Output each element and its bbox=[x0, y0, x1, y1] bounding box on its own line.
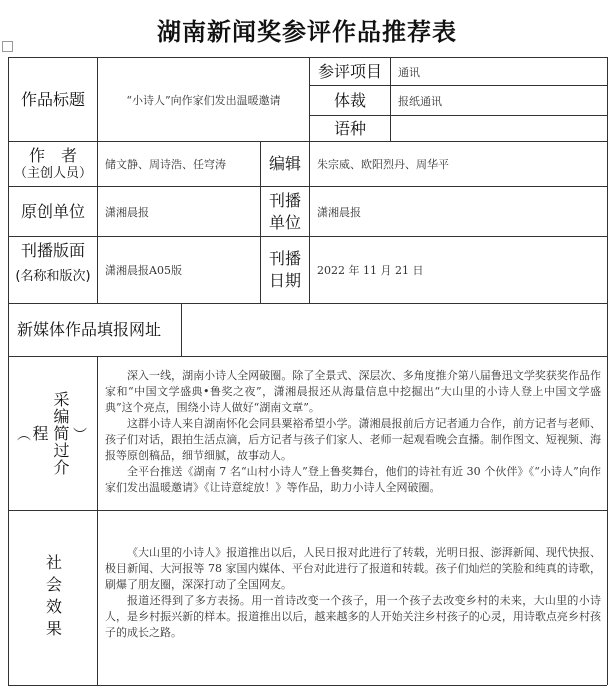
intro-paragraph-1: 深入一线，湖南小诗人全网破圈。除了全景式、深层次、多角度推介第八届鲁迅文学奖获奖作品作家和“中国文学盛典•鲁奖之夜”，潇湘晨报还从海量信息中挖掘出“大山里的小诗人登上中国文学盛典”这个亮点，围绕小诗人做好“湖南文章”。 bbox=[105, 369, 601, 414]
editors-value[interactable]: 朱宗威、欧阳烈丹、周华平 bbox=[317, 158, 449, 171]
origin-unit-value[interactable]: 潇湘晨报 bbox=[105, 205, 149, 219]
new-media-url-label: 新媒体作品填报网址 bbox=[17, 320, 162, 339]
editor-label: 编辑 bbox=[268, 154, 301, 173]
effect-label bbox=[9, 511, 97, 685]
origin-unit-label: 原创单位 bbox=[20, 201, 85, 221]
publish-page-value[interactable]: 潇湘晨报A05版 bbox=[105, 264, 182, 277]
publish-page-label-line1: 刊播版面 bbox=[20, 241, 85, 260]
language-value[interactable] bbox=[398, 116, 603, 141]
publish-page-label-line2: (名称和版次) bbox=[15, 269, 91, 284]
intro-paragraph-2: 这群小诗人来自湖南怀化会同县粟裕希望小学。潇湘晨报前后方记者通力合作，前方记者与老师、孩子们对话，跟拍生活点滴，后方记者与孩子们家人、老师一起观看晚会直播。制作图文、短视频、海报等原创稿品，细节细腻，故事动人。 bbox=[105, 417, 601, 462]
table-border-bottom bbox=[8, 685, 607, 686]
col-divider bbox=[390, 57, 391, 141]
col-divider bbox=[97, 57, 98, 303]
table-border-right bbox=[607, 57, 608, 685]
intro-paren-close: ︶ bbox=[71, 426, 87, 441]
intro-paragraph-3: 全平台推送《湖南 7 名“山村小诗人”登上鲁奖舞台，他们的诗社有近 30 个伙伴》《“小诗人”向作家们发出温暖邀请》《让诗意绽放！》等作品，助力小诗人全网破圈。 bbox=[105, 465, 601, 494]
author-label bbox=[9, 142, 97, 186]
effect-body[interactable] bbox=[105, 545, 601, 641]
effect-paragraph-2: 报道还得到了多方表扬。用一首诗改变一个孩子，用一个孩子去改变乡村的未来，大山里的小诗人，是乡村振兴新的样本。报道推出以后，越来越多的人开始关注乡村孩子的心灵，用诗歌点亮乡村孩子的成长之路。 bbox=[105, 594, 601, 639]
category-value[interactable]: 通讯 bbox=[398, 65, 420, 79]
effect-paragraph-1: 《大山里的小诗人》报道推出以后，人民日报对此进行了转载，光明日报、澎湃新闻、现代快报、极目新闻、大河报等 78 家国内媒体、平台对此进行了报道和转载。孩子们灿烂的笑脸和纯真的诗歌，刷爆了朋友圈，深深打动了全国网友。 bbox=[105, 546, 601, 591]
intro-label bbox=[9, 357, 97, 510]
work-title-label: 作品标题 bbox=[20, 89, 85, 109]
intro-label-block bbox=[17, 386, 89, 482]
intro-label-text: 采编简过介程 bbox=[30, 391, 70, 476]
publish-date-label bbox=[261, 237, 309, 303]
language-label: 语种 bbox=[333, 118, 366, 138]
work-title-value[interactable]: “小诗人”向作家们发出温暖邀请 bbox=[126, 93, 281, 107]
publish-date-label-line2: 日期 bbox=[268, 271, 301, 290]
col-divider bbox=[97, 356, 98, 685]
new-media-url-value[interactable] bbox=[189, 304, 603, 356]
col-divider bbox=[181, 303, 182, 356]
page-title: 湖南新闻奖参评作品推荐表 bbox=[157, 18, 457, 46]
authors-value[interactable]: 储文静、周诗浩、任穹涛 bbox=[105, 158, 226, 171]
genre-value[interactable]: 报纸通讯 bbox=[398, 94, 442, 108]
genre-label: 体裁 bbox=[333, 90, 366, 110]
author-label-line2: （主创人员） bbox=[13, 166, 92, 181]
crosshair-icon bbox=[2, 41, 13, 52]
intro-paren-open: ︵ bbox=[15, 426, 31, 441]
category-label: 参评项目 bbox=[317, 61, 382, 81]
publish-unit-value[interactable]: 潇湘晨报 bbox=[317, 205, 361, 219]
author-label-line1: 作 者 bbox=[28, 146, 77, 165]
publish-date-label-line1: 刊播 bbox=[268, 249, 301, 268]
effect-label-text: 社会效果 bbox=[43, 554, 63, 642]
col-divider bbox=[309, 141, 310, 303]
table-move-handle[interactable] bbox=[2, 41, 13, 52]
publish-unit-label-line2: 单位 bbox=[268, 212, 301, 232]
publish-unit-label-line1: 刊播 bbox=[268, 190, 301, 210]
intro-body[interactable] bbox=[105, 368, 601, 496]
publish-date-value[interactable]: 2022 年 11 月 21 日 bbox=[317, 264, 424, 277]
publish-page-label bbox=[9, 237, 97, 303]
publish-unit-label bbox=[261, 187, 309, 236]
